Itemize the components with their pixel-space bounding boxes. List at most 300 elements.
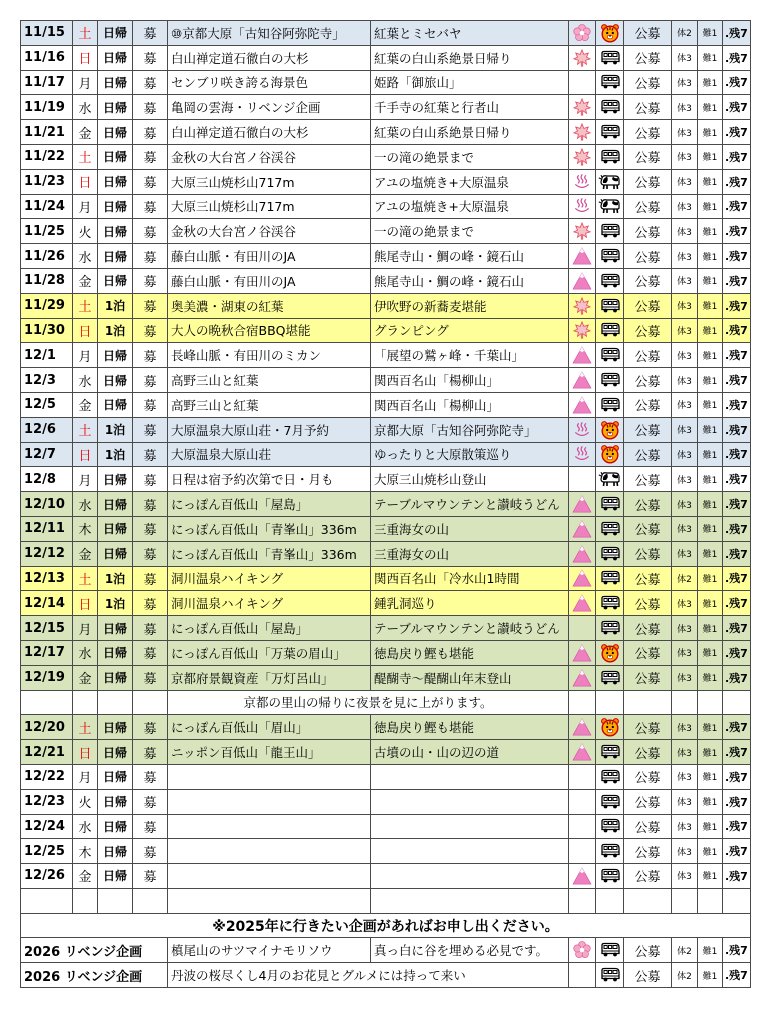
empty-cell [73, 690, 98, 715]
icon-cell [596, 318, 624, 343]
schedule-row [21, 120, 751, 145]
difficulty-level: 難1 [702, 872, 718, 883]
trip-weekday: 月 [78, 473, 92, 489]
maple-icon [573, 323, 591, 338]
recruit-cell [133, 665, 168, 690]
koubo-label: 公募 [634, 52, 661, 68]
recruit-mark: 募 [143, 300, 157, 316]
subtitle-cell [371, 516, 569, 541]
bus-icon [599, 497, 621, 512]
stamina-level: 体3 [677, 302, 692, 313]
tiger-icon [600, 447, 620, 462]
icon-cell [596, 169, 624, 194]
stamina-level: 体3 [677, 798, 692, 809]
difficulty-cell [698, 839, 723, 864]
koubo-label: 公募 [634, 771, 661, 787]
koubo-label: 公募 [634, 448, 661, 464]
trip-type: 日帰 [102, 224, 127, 239]
icon-cell [569, 616, 596, 641]
trip-title: 大原温泉大原山荘 [171, 447, 272, 463]
type-cell [98, 442, 133, 467]
trip-subtitle: 大原三山焼杉山登山 [374, 472, 487, 488]
type-cell [98, 516, 133, 541]
revenge-label-cell [21, 938, 168, 963]
type-cell [98, 591, 133, 616]
date-cell [21, 789, 73, 814]
koubo-cell [624, 740, 672, 765]
schedule-row [21, 864, 751, 889]
difficulty-level: 難1 [702, 54, 718, 65]
koubo-cell [624, 95, 672, 120]
difficulty-cell [698, 21, 723, 46]
icon-cell [596, 864, 624, 889]
recruit-cell [133, 219, 168, 244]
difficulty-cell [698, 343, 723, 368]
recruit-cell [133, 492, 168, 517]
trip-subtitle: 徳島戻り鰹も堪能 [374, 645, 475, 661]
difficulty-level: 難1 [702, 376, 718, 387]
tiger-icon [600, 422, 620, 437]
remaining-seats: .残7 [725, 721, 748, 735]
title-cell [168, 814, 371, 839]
type-cell [98, 70, 133, 95]
empty-cell [569, 690, 596, 715]
weekday-cell [73, 70, 98, 95]
trip-weekday: 金 [78, 870, 92, 886]
empty-cell [73, 888, 98, 913]
recruit-cell [133, 442, 168, 467]
bus-icon [599, 273, 621, 288]
subtitle-cell [371, 764, 569, 789]
koubo-label: 公募 [634, 523, 661, 539]
subtitle-cell [371, 21, 569, 46]
trip-type: 日帰 [102, 621, 127, 636]
icon-cell [569, 665, 596, 690]
seats-cell [723, 144, 751, 169]
seats-cell [723, 194, 751, 219]
remaining-seats: .残7 [725, 597, 748, 611]
recruit-cell [133, 541, 168, 566]
difficulty-level: 難1 [702, 351, 718, 362]
type-cell [98, 467, 133, 492]
icon-cell [569, 591, 596, 616]
revenge-row [21, 938, 751, 963]
recruit-cell [133, 839, 168, 864]
title-cell [168, 516, 371, 541]
date-cell [21, 343, 73, 368]
stamina-cell [672, 368, 698, 393]
koubo-cell [624, 268, 672, 293]
recruit-mark: 募 [143, 672, 157, 688]
trip-weekday: 水 [78, 647, 92, 663]
subtitle-cell [371, 268, 569, 293]
difficulty-cell [698, 144, 723, 169]
empty-cell [596, 690, 624, 715]
trip-date: 12/21 [24, 744, 65, 760]
stamina-cell [672, 789, 698, 814]
type-cell [98, 95, 133, 120]
weekday-cell [73, 268, 98, 293]
trip-type: 日帰 [102, 100, 127, 115]
weekday-cell [73, 616, 98, 641]
subtitle-cell [371, 368, 569, 393]
stamina-cell [672, 268, 698, 293]
recruit-mark: 募 [143, 870, 157, 886]
trip-subtitle: アユの塩焼き+大原温泉 [374, 199, 509, 215]
recruit-mark: 募 [143, 448, 157, 464]
remaining-seats: .残7 [725, 76, 748, 90]
recruit-cell [133, 640, 168, 665]
seats-cell [723, 814, 751, 839]
difficulty-level: 難1 [702, 153, 718, 164]
icon-cell [596, 392, 624, 417]
koubo-cell [624, 70, 672, 95]
stamina-level: 体3 [677, 153, 692, 164]
schedule-row [21, 516, 751, 541]
revenge-label: 2026 リベンジ企画 [24, 969, 143, 985]
trip-subtitle: 関西百名山「楊柳山」 [374, 397, 500, 413]
icon-cell [596, 467, 624, 492]
difficulty-level: 難1 [702, 202, 718, 213]
note-cell [168, 690, 569, 715]
koubo-cell [624, 467, 672, 492]
bus-icon [599, 670, 621, 685]
seats-cell [723, 120, 751, 145]
title-cell [168, 219, 371, 244]
subtitle-cell [371, 318, 569, 343]
date-cell [21, 640, 73, 665]
difficulty-cell [698, 541, 723, 566]
trip-subtitle: 鍾乳洞巡り [374, 596, 437, 612]
icon-cell [569, 70, 596, 95]
recruit-cell [133, 293, 168, 318]
stamina-level: 体3 [677, 847, 692, 858]
revenge-description-cell [168, 963, 569, 988]
title-cell [168, 417, 371, 442]
date-cell [21, 492, 73, 517]
stamina-cell [672, 219, 698, 244]
remaining-seats: .残7 [725, 572, 748, 586]
type-cell [98, 566, 133, 591]
seats-cell [723, 293, 751, 318]
icon-cell [569, 839, 596, 864]
date-cell [21, 120, 73, 145]
seats-cell [723, 442, 751, 467]
trip-type: 日帰 [102, 819, 127, 834]
difficulty-level: 難1 [702, 103, 718, 114]
trip-subtitle: 紅葉の白山系絶景日帰り [374, 50, 512, 66]
title-cell [168, 70, 371, 95]
onsen-icon [573, 199, 591, 214]
koubo-label: 公募 [634, 176, 661, 192]
stamina-cell [672, 616, 698, 641]
difficulty-cell [698, 194, 723, 219]
icon-cell [596, 219, 624, 244]
remaining-seats: .残7 [725, 374, 748, 388]
remaining-seats: .残7 [725, 26, 748, 40]
schedule-row [21, 789, 751, 814]
seats-cell [723, 268, 751, 293]
date-cell [21, 45, 73, 70]
remaining-seats: .残7 [725, 200, 748, 214]
icon-cell [569, 740, 596, 765]
stamina-cell [672, 194, 698, 219]
notice-cell [21, 913, 751, 938]
mountain-icon [572, 348, 592, 363]
trip-title: 金秋の大台宮ノ谷渓谷 [171, 224, 297, 240]
difficulty-level: 難1 [702, 574, 718, 585]
type-cell [98, 368, 133, 393]
trip-title: にっぽん百低山「青峯山」336m [171, 546, 357, 562]
mountain-icon [572, 373, 592, 388]
recruit-cell [133, 591, 168, 616]
trip-type: 1泊 [104, 423, 126, 438]
recruit-mark: 募 [143, 820, 157, 836]
date-cell [21, 740, 73, 765]
recruit-cell [133, 740, 168, 765]
trip-weekday: 土 [78, 27, 92, 43]
trip-date: 12/11 [24, 521, 65, 537]
bus-icon [599, 249, 621, 264]
trip-type: 日帰 [102, 249, 127, 264]
schedule-row [21, 318, 751, 343]
recruit-mark: 募 [143, 572, 157, 588]
trip-subtitle: 徳島戻り鰹も堪能 [374, 720, 475, 736]
bus-icon [599, 769, 621, 784]
cow-icon [598, 472, 622, 487]
recruit-cell [133, 417, 168, 442]
trip-date: 11/29 [24, 298, 65, 314]
flower-icon [573, 943, 591, 958]
revenge-label: 2026 リベンジ企画 [24, 944, 143, 960]
remaining-seats: .残7 [725, 423, 748, 437]
trip-type: 日帰 [102, 720, 127, 735]
trip-weekday: 土 [78, 721, 92, 737]
schedule-row [21, 45, 751, 70]
seats-cell [723, 616, 751, 641]
bus-icon [599, 943, 621, 958]
bus-icon [599, 373, 621, 388]
recruit-mark: 募 [143, 374, 157, 390]
schedule-row [21, 591, 751, 616]
mountain-icon [572, 571, 592, 586]
koubo-label: 公募 [634, 796, 661, 812]
date-cell [21, 839, 73, 864]
difficulty-cell [698, 665, 723, 690]
difficulty-cell [698, 442, 723, 467]
schedule-row [21, 640, 751, 665]
koubo-cell [624, 169, 672, 194]
recruit-cell [133, 169, 168, 194]
schedule-row [21, 492, 751, 517]
schedule-row [21, 343, 751, 368]
difficulty-level: 難1 [702, 128, 718, 139]
trip-date: 11/16 [24, 50, 65, 66]
seats-cell [723, 244, 751, 269]
trip-type: 1泊 [104, 596, 126, 611]
icon-cell [596, 516, 624, 541]
koubo-label: 公募 [634, 845, 661, 861]
seats-cell [723, 640, 751, 665]
koubo-label: 公募 [634, 870, 661, 886]
mountain-icon [572, 497, 592, 512]
weekday-cell [73, 169, 98, 194]
stamina-cell [672, 591, 698, 616]
trip-date: 12/5 [24, 397, 56, 413]
icon-cell [569, 789, 596, 814]
koubo-cell [624, 616, 672, 641]
difficulty-level: 難1 [702, 798, 718, 809]
trip-subtitle: 京都大原「古知谷阿弥陀寺」 [374, 422, 537, 438]
trip-weekday: 水 [78, 820, 92, 836]
subtitle-cell [371, 864, 569, 889]
bus-icon [599, 125, 621, 140]
trip-title: にっぽん百低山「眉山」 [171, 720, 309, 736]
date-cell [21, 318, 73, 343]
trip-date: 12/12 [24, 546, 65, 562]
date-cell [21, 467, 73, 492]
date-cell [21, 516, 73, 541]
bus-icon [599, 596, 621, 611]
trip-date: 12/6 [24, 422, 56, 438]
recruit-mark: 募 [143, 324, 157, 340]
trip-subtitle: 千手寺の紅葉と行者山 [374, 100, 500, 116]
trip-weekday: 月 [78, 622, 92, 638]
trip-weekday: 日 [78, 746, 92, 762]
trip-date: 11/26 [24, 248, 65, 264]
trip-subtitle: 関西百名山「楊柳山」 [374, 373, 500, 389]
trip-subtitle: アユの塩焼き+大原温泉 [374, 174, 509, 190]
tiger-icon [600, 25, 620, 40]
remaining-seats: .残7 [725, 101, 748, 115]
remaining-seats: .残7 [725, 175, 748, 189]
koubo-cell [624, 541, 672, 566]
trip-type: 日帰 [102, 75, 127, 90]
trip-subtitle: 関西百名山「冷水山1時間 [374, 571, 520, 587]
koubo-label: 公募 [634, 572, 661, 588]
stamina-cell [672, 244, 698, 269]
stamina-cell [672, 417, 698, 442]
trip-title: ⑩京都大原「古知谷阿弥陀寺」 [171, 25, 345, 41]
difficulty-level: 難1 [702, 326, 718, 337]
trip-weekday: 木 [78, 523, 92, 539]
trip-subtitle: 伊吹野の新蕎麦堪能 [374, 298, 487, 314]
koubo-label: 公募 [634, 721, 661, 737]
date-cell [21, 541, 73, 566]
title-cell [168, 541, 371, 566]
trip-date: 11/23 [24, 174, 65, 190]
trip-date: 12/8 [24, 471, 56, 487]
seats-cell [723, 839, 751, 864]
weekday-cell [73, 864, 98, 889]
trip-title: ニッポン百低山「龍王山」 [171, 745, 321, 760]
recruit-cell [133, 120, 168, 145]
icon-cell [596, 120, 624, 145]
date-cell [21, 169, 73, 194]
empty-cell [168, 888, 371, 913]
date-cell [21, 95, 73, 120]
trip-date: 12/15 [24, 620, 65, 636]
trip-date: 12/24 [24, 818, 65, 834]
empty-cell [371, 888, 569, 913]
koubo-cell [624, 963, 672, 988]
schedule-row [21, 814, 751, 839]
title-cell [168, 194, 371, 219]
seats-cell [723, 45, 751, 70]
difficulty-cell [698, 318, 723, 343]
trip-weekday: 水 [78, 374, 92, 390]
stamina-level: 体3 [677, 748, 692, 759]
recruit-cell [133, 467, 168, 492]
trip-date: 12/23 [24, 794, 65, 810]
empty-cell [21, 690, 73, 715]
icon-cell [569, 343, 596, 368]
bus-icon [599, 397, 621, 412]
stamina-cell [672, 21, 698, 46]
mountain-icon [572, 521, 592, 536]
difficulty-level: 難1 [702, 971, 718, 982]
stamina-cell [672, 442, 698, 467]
subtitle-cell [371, 715, 569, 740]
title-cell [168, 120, 371, 145]
subtitle-cell [371, 194, 569, 219]
trip-weekday: 土 [78, 572, 92, 588]
bus-icon [599, 100, 621, 115]
koubo-label: 公募 [634, 944, 661, 960]
difficulty-cell [698, 566, 723, 591]
date-cell [21, 21, 73, 46]
type-cell [98, 343, 133, 368]
seats-cell [723, 789, 751, 814]
icon-cell [569, 194, 596, 219]
recruit-mark: 募 [143, 771, 157, 787]
subtitle-cell [371, 95, 569, 120]
icon-cell [569, 293, 596, 318]
seats-cell [723, 392, 751, 417]
trip-type: 日帰 [102, 522, 127, 537]
recruit-mark: 募 [143, 796, 157, 812]
empty-cell [624, 888, 672, 913]
remaining-seats: .残7 [725, 324, 748, 338]
difficulty-cell [698, 764, 723, 789]
recruit-mark: 募 [143, 424, 157, 440]
difficulty-level: 難1 [702, 426, 718, 437]
recruit-mark: 募 [143, 523, 157, 539]
koubo-label: 公募 [634, 597, 661, 613]
difficulty-cell [698, 715, 723, 740]
stamina-cell [672, 541, 698, 566]
icon-cell [596, 492, 624, 517]
trip-date: 12/20 [24, 719, 65, 735]
trip-type: 日帰 [102, 770, 127, 785]
date-cell [21, 442, 73, 467]
date-cell [21, 368, 73, 393]
type-cell [98, 318, 133, 343]
recruit-cell [133, 715, 168, 740]
difficulty-cell [698, 70, 723, 95]
icon-cell [596, 368, 624, 393]
trip-title: にっぽん百低山「屋島」 [171, 497, 309, 513]
icon-cell [569, 492, 596, 517]
koubo-label: 公募 [634, 126, 661, 142]
trip-subtitle: テーブルマウンテンと讃岐うどん [374, 621, 560, 637]
difficulty-level: 難1 [702, 178, 718, 189]
trip-title: 洞川温泉ハイキング [171, 571, 284, 587]
icon-cell [596, 70, 624, 95]
title-cell [168, 318, 371, 343]
weekday-cell [73, 814, 98, 839]
seats-cell [723, 665, 751, 690]
